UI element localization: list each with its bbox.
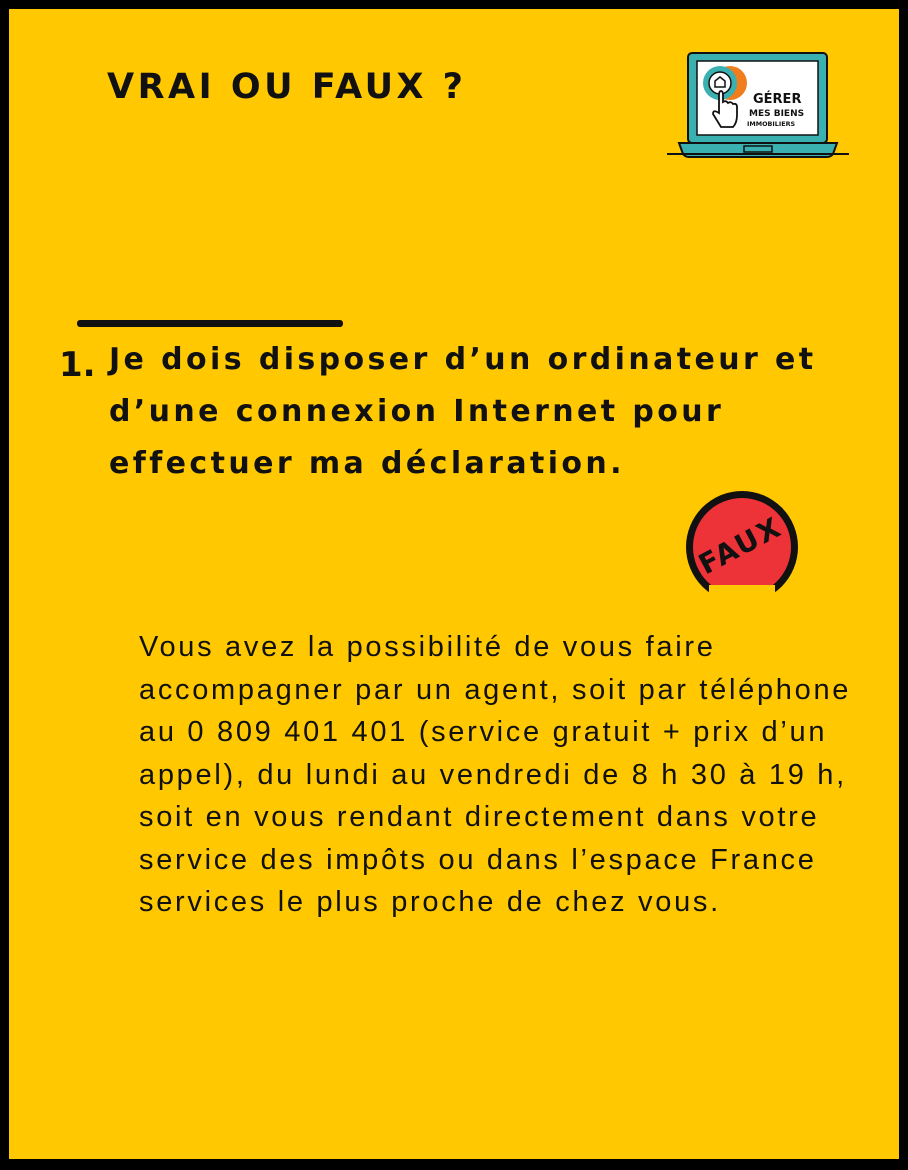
question-number: 1. [59,345,96,385]
faux-stamp [673,489,811,607]
question-text: Je dois disposer d’un ordinateur et d’une connexion Internet pour effectuer ma déclaration. [109,342,817,481]
card [9,9,899,1159]
divider [77,320,343,327]
logo-line-1: GÉRER [753,92,802,107]
page-title: VRAI OU FAUX ? [107,67,467,107]
answer-text: Vous avez la possibilité de vous faire accompagner par un agent, soit par téléphone au 0 809 401 401 (service gratuit + prix d’un appel), du lundi au vendredi de 8 h 30 à 19 h, soit en vous rendant directement dans votre service des impôts ou dans l’espace France services le plus proche de chez vous. [139,631,852,918]
logo-line-2: MES BIENS [749,109,805,119]
verdict-label: FAUX [693,510,788,582]
logo-line-3: IMMOBILIERS [747,120,796,128]
laptop-logo-icon [667,51,849,161]
